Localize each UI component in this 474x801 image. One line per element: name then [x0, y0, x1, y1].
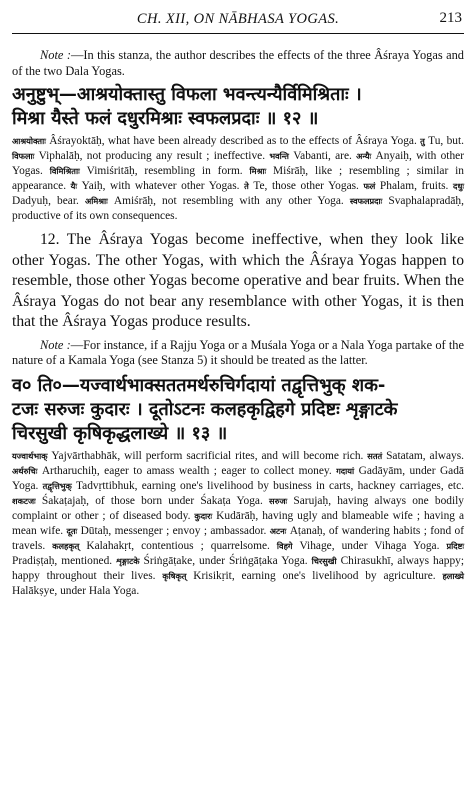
gloss-meaning: Yaiḥ, with whatever other Yogas.	[77, 180, 245, 193]
gloss-sanskrit: तु	[420, 136, 425, 147]
gloss-meaning: Pradiṣṭaḥ, mentioned.	[12, 554, 117, 567]
gloss-meaning: Śakaṭajaḥ, of those born under Śakaṭa Yoga.	[35, 494, 270, 507]
verse-13	[12, 374, 464, 446]
gloss-sanskrit: आश्रयोक्ताः	[12, 136, 46, 147]
gloss-sanskrit: सरुजः	[269, 495, 288, 506]
gloss-meaning: Dadyuḥ, bear.	[12, 195, 85, 208]
note-label: Note :	[40, 337, 71, 352]
gloss-meaning: Dūtaḥ, messenger ; envoy ; ambassador.	[77, 524, 270, 537]
translation-12: 12. The Âśraya Yogas become ineffective, when they look like other Yogas. The other Yogas, with which the Âśraya Yogas happen to resemble, those other Yogas become operative and bear fruits. When the Âśraya Yogas do not bear any resemblance with other Yogas, it is then that the Âśraya Yogas produce results.	[12, 231, 464, 331]
verse-line: चिरसुखी कृषिकृद्धलाख्ये ॥ १३ ॥	[12, 422, 228, 444]
note-text: —In this stanza, the author describes the effects of the three Âśraya Yogas and of the two Dala Yogas.	[12, 48, 464, 78]
gloss-sanskrit: ते	[244, 181, 249, 192]
gloss-sanskrit: गदायां	[336, 465, 355, 476]
verse-line: अनुष्टुभ्—आश्रयोक्तास्तु विफला भवन्त्यन्यैर्विमिश्रिताः ।	[12, 84, 362, 106]
gloss-meaning: Sarujaḥ, having always one bodily complaint or other ; of diseased body.	[12, 494, 464, 522]
gloss-sanskrit: विहगे	[276, 540, 293, 551]
gloss-sanskrit: विमिश्रिताः	[49, 166, 80, 177]
gloss-meaning: Krisikṛit, earning one's livelihood by agriculture.	[186, 569, 443, 582]
running-title: CH. XII, ON NĀBHASA YOGAS.	[136, 11, 340, 27]
note-12	[12, 338, 464, 369]
gloss-meaning: Phalam, fruits.	[375, 180, 453, 193]
page-header	[12, 0, 464, 34]
gloss-sanskrit: तद्वृत्तिभुक्	[42, 480, 72, 491]
gloss-meaning: Satatam, always.	[382, 449, 464, 462]
gloss-meaning: Âśrayoktāḥ, what have been already described as to the effects of Âśraya Yoga.	[45, 135, 421, 148]
gloss-meaning: Aṭanaḥ, of wandering habits ; fond of travels.	[12, 524, 464, 552]
gloss-sanskrit: स्वफलप्रदाः	[349, 196, 383, 207]
gloss-meaning: Vimiśritāḥ, resembling in form.	[79, 165, 250, 178]
gloss-sanskrit: मिश्राः	[249, 166, 267, 177]
gloss-meaning: Yajvārthabhāk, will perform sacrificial rites, and will become rich.	[47, 449, 368, 462]
gloss-sanskrit: यज्वार्थभाक्	[12, 450, 48, 461]
gloss-sanskrit: अन्यैः	[356, 151, 372, 162]
gloss-meaning: Te, those other Yogas.	[248, 180, 364, 193]
gloss-sanskrit: विफलाः	[12, 151, 35, 162]
gloss-meaning: Kalahakṛt, contentious ; quarrelsome.	[79, 539, 277, 552]
word-gloss-12	[12, 134, 464, 224]
gloss-sanskrit: भवन्ति	[269, 151, 289, 162]
page-number: 213	[439, 10, 462, 26]
gloss-meaning: Vihage, under Vihaga Yoga.	[292, 539, 447, 552]
gloss-meaning: Gadāyām, under Gadā Yoga.	[12, 464, 464, 492]
verse-line: व० ति०—यज्वार्थभाक्सततमर्थरुचिर्गदायां तद्वृत्तिभुक् शक-	[12, 374, 386, 396]
gloss-sanskrit: हलाख्ये	[442, 570, 465, 581]
note-label: Note :	[40, 48, 71, 62]
gloss-meaning: Amiśrāḥ, not resembling with any other Yoga.	[107, 195, 350, 208]
gloss-meaning: Chirasukhī, always happy; happy throughout their lives.	[12, 554, 464, 582]
gloss-meaning: Artharuchiḥ, eager to amass wealth ; eager to collect money.	[37, 464, 337, 477]
gloss-meaning: Anyaiḥ, with other Yogas.	[12, 150, 465, 178]
gloss-sanskrit: दूतः	[66, 525, 78, 536]
verse-line: मिश्रा यैस्ते फलं दधुरमिश्राः स्वफलप्रदाः ॥ १२ ॥	[12, 108, 319, 130]
gloss-sanskrit: शकटजः	[12, 495, 36, 506]
gloss-sanskrit: कृषिकृत्	[162, 570, 187, 581]
gloss-meaning: Vabanti, are.	[288, 150, 357, 163]
gloss-meaning: Svaphalapradāḥ, productive of its own consequences.	[12, 195, 464, 223]
verse-12	[12, 83, 464, 131]
gloss-sanskrit: शृङ्गाटके	[116, 555, 140, 566]
gloss-meaning: Tu, but.	[424, 135, 464, 148]
gloss-sanskrit: प्रदिष्टः	[446, 540, 464, 551]
gloss-sanskrit: यैः	[70, 181, 78, 192]
word-gloss-13	[12, 449, 464, 599]
gloss-sanskrit: कलहकृत्	[52, 540, 80, 551]
gloss-meaning: Halākṣye, under Hala Yoga.	[12, 584, 140, 597]
note-text: —For instance, if a Rajju Yoga or a Muśala Yoga or a Nala Yoga partake of the nature of a Kamala Yoga (see Stanza 5) it should be treated as the latter.	[12, 337, 464, 368]
gloss-sanskrit: अर्थरुचिः	[12, 465, 38, 476]
header-rule	[12, 33, 464, 34]
gloss-sanskrit: अटनः	[269, 525, 287, 536]
verse-line: टजः सरुजः कुदारः । दूतोऽटनः कलहकृद्विहगे प्रदिष्टः शृङ्गाटके	[12, 398, 398, 420]
gloss-sanskrit: चिरसुखी	[311, 555, 337, 566]
gloss-meaning: Tadvṛttibhuk, earning one's livelihood by business in carts, hackney carriages, etc.	[71, 479, 464, 492]
gloss-sanskrit: फलं	[363, 181, 376, 192]
gloss-sanskrit: अमिश्राः	[84, 196, 108, 207]
gloss-meaning: Śriṅgāṭake, under Śriṅgāṭaka Yoga.	[139, 554, 312, 567]
gloss-meaning: Kudārāḥ, having ugly and blameable wife ; having a mean wife.	[12, 509, 465, 537]
note-intro	[12, 48, 464, 79]
gloss-meaning: Viphalāḥ, not producing any result ; ineffective.	[34, 150, 270, 163]
gloss-sanskrit: दधुः	[452, 181, 465, 192]
gloss-meaning: Miśrāḥ, like ; resembling ; similar in appearance.	[12, 165, 464, 193]
gloss-sanskrit: कुदारः	[194, 510, 213, 521]
gloss-sanskrit: सततं	[367, 450, 383, 461]
